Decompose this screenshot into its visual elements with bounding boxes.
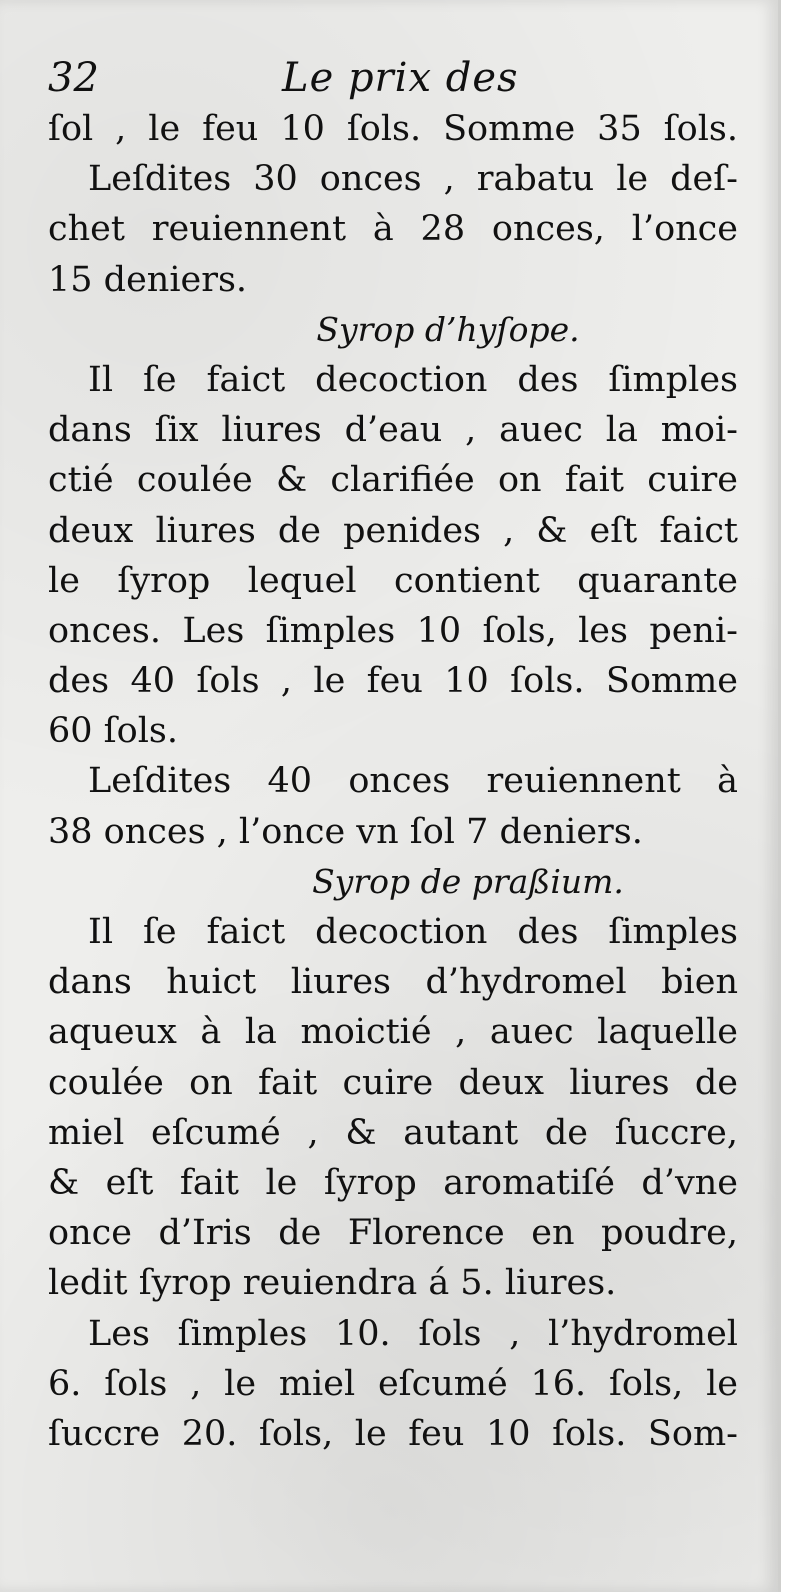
text-line: ctié coulée & clarifiée on fait cuire xyxy=(48,460,738,501)
text-line: aqueux à la moictié , auec laquelle xyxy=(48,1012,738,1053)
text-line: Il ſe faict decoction des ſimples xyxy=(88,359,738,400)
text-line: Les ſimples 10. ſols , l’hydromel xyxy=(88,1313,738,1354)
text-line: chet reuiennent à 28 onces, l’once xyxy=(48,209,738,250)
text-line: 6. ſols , le miel eſcumé 16. ſols, le xyxy=(48,1363,738,1404)
text-line: ſuccre 20. ſols, le feu 10 ſols. Som- xyxy=(48,1413,738,1454)
text-line: le ſyrop lequel contient quarante xyxy=(48,560,738,601)
text-line: dans huict liures d’hydromel bien xyxy=(48,962,738,1003)
text-line: ſol , le feu 10 ſols. Somme 35 ſols. xyxy=(48,109,738,149)
text-line: onces. Les ſimples 10 ſols, les peni- xyxy=(48,610,738,651)
page-number: 32 xyxy=(48,55,99,101)
scan-margin xyxy=(781,0,800,1592)
text-line: 38 onces , l’once vn ſol 7 deniers. xyxy=(48,811,643,852)
page-header xyxy=(48,52,728,104)
text-line: des 40 ſols , le feu 10 ſols. Somme xyxy=(48,661,738,702)
section-heading: Syrop d’hyſope. xyxy=(316,309,580,349)
text-line: coulée on fait cuire deux liures de xyxy=(48,1062,738,1103)
text-line: 15 deniers. xyxy=(48,259,248,300)
text-block xyxy=(48,104,738,1459)
text-line: Leſdites 40 onces reuiennent à xyxy=(88,761,738,802)
text-line: Il ſe faict decoction des ſimples xyxy=(88,912,738,952)
section-heading: Syrop de praßium. xyxy=(312,861,624,901)
text-line: ledit ſyrop reuiendra á 5. liures. xyxy=(48,1263,617,1304)
text-line: miel eſcumé , & autant de ſuccre, xyxy=(48,1112,738,1153)
text-line: 60 ſols. xyxy=(48,711,178,752)
text-line: dans ſix liures d’eau , auec la moi- xyxy=(48,410,738,451)
text-line: Leſdites 30 onces , rabatu le deſ- xyxy=(88,159,738,200)
text-line: deux liures de penides , & eſt faict xyxy=(48,510,738,551)
running-head: Le prix des xyxy=(282,55,519,101)
text-line: & eſt fait le ſyrop aromatiſé d’vne xyxy=(48,1162,738,1203)
text-line: once d’Iris de Florence en poudre, xyxy=(48,1213,738,1254)
